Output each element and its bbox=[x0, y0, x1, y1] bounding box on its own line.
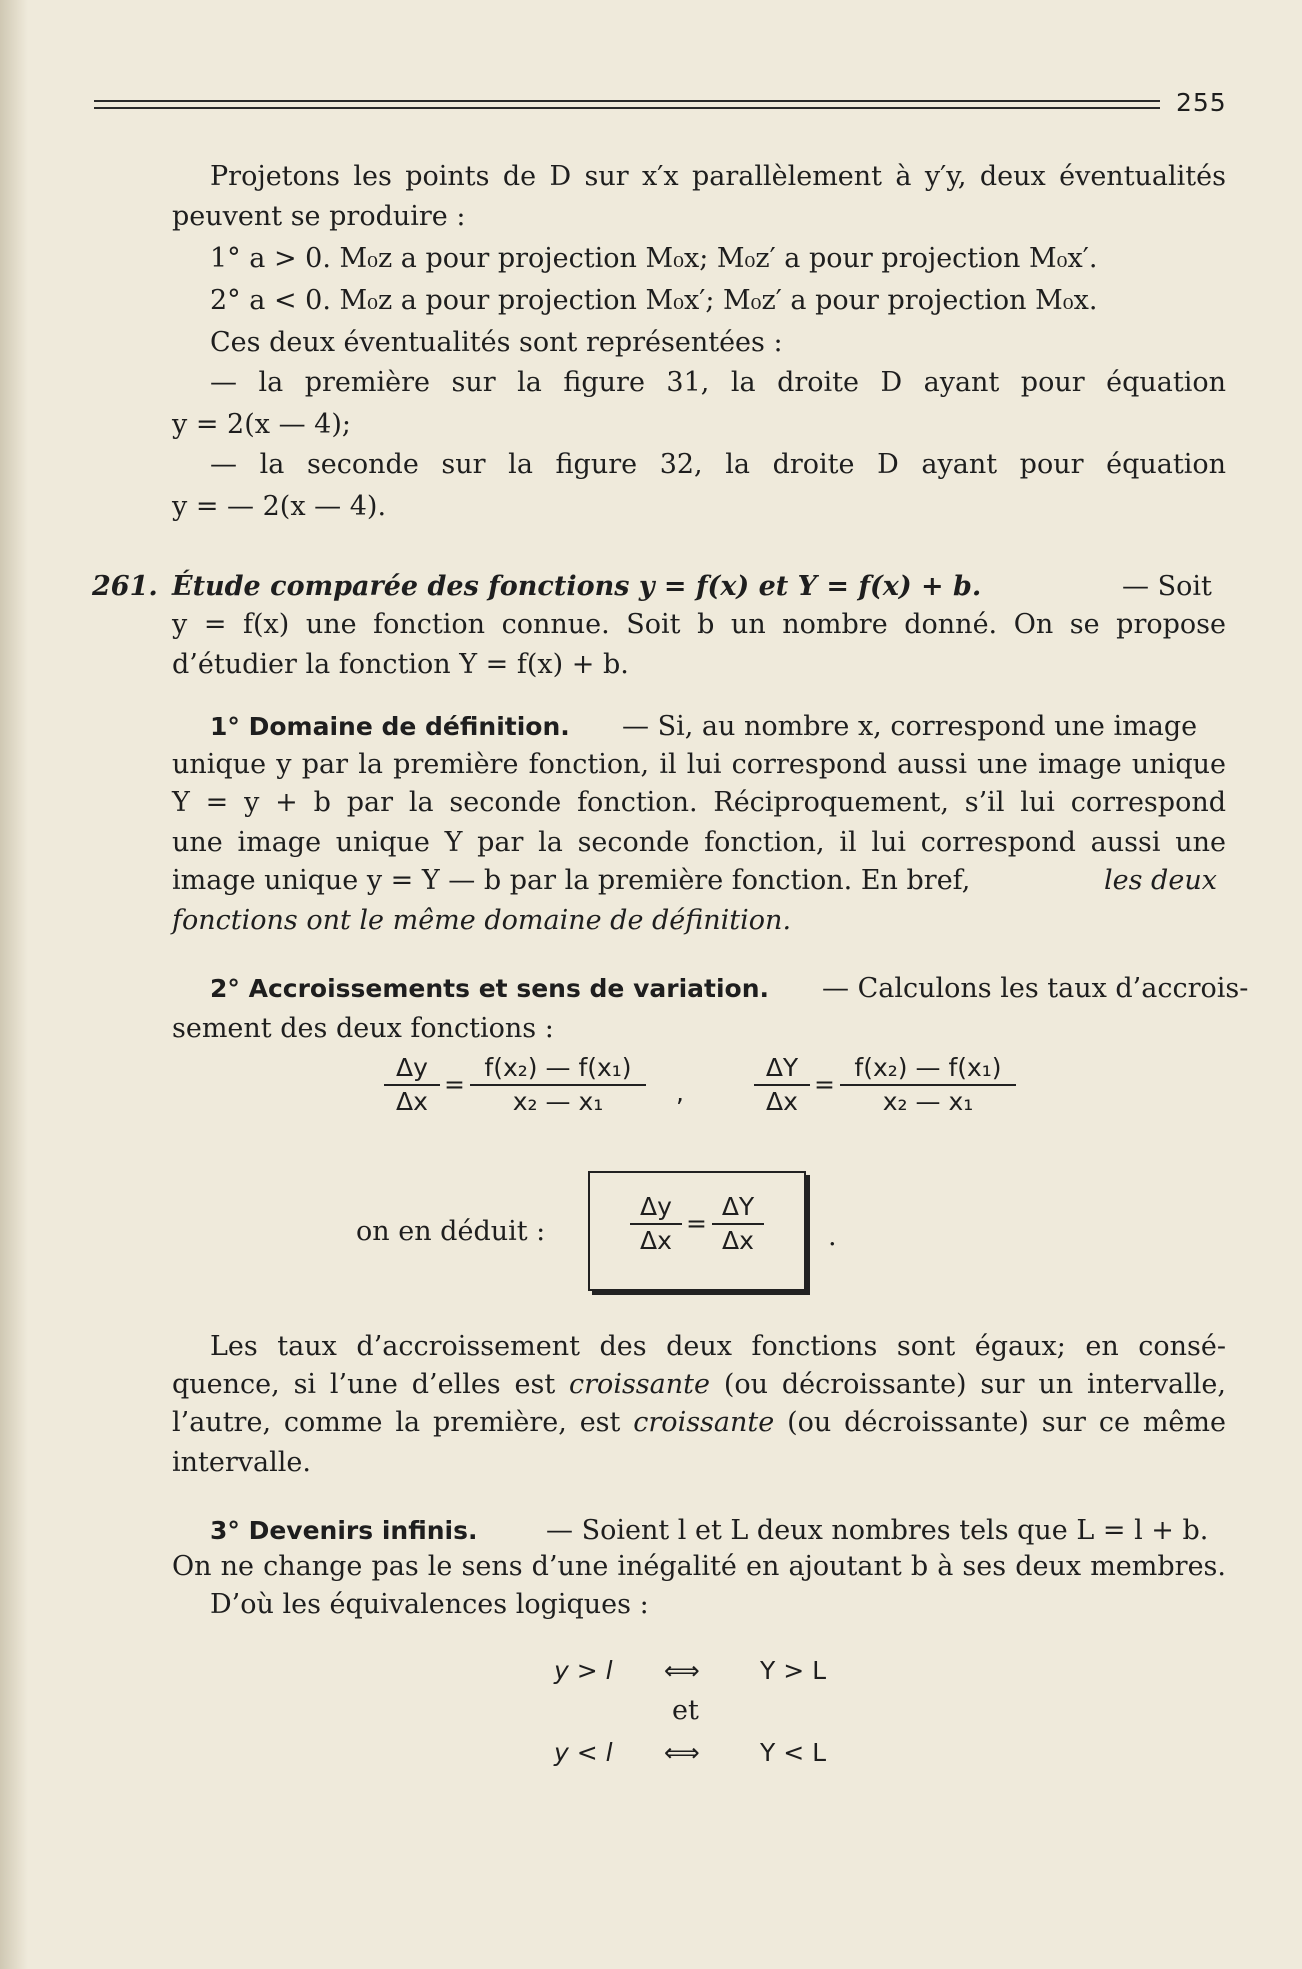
paragraph-line: — Calculons les taux d’accrois- bbox=[822, 973, 1249, 1004]
equivalence-left: y > l bbox=[554, 1656, 613, 1685]
paragraph-line: Y = y + b par la seconde fonction. Réciproquement, s’il lui correspond bbox=[172, 787, 1226, 818]
paragraph-line: y = f(x) une fonction connue. Soit b un nombre donné. On se propose bbox=[172, 609, 1226, 640]
fraction bbox=[384, 1052, 440, 1118]
conjunction-text: et bbox=[672, 1695, 699, 1726]
equals-sign: = bbox=[814, 1070, 835, 1099]
fraction bbox=[630, 1191, 682, 1257]
fraction-denominator: Δx bbox=[722, 1226, 754, 1255]
paragraph-line: — la seconde sur la figure 32, la droite D ayant pour équation bbox=[210, 449, 1226, 480]
equals-sign: = bbox=[444, 1070, 465, 1099]
equation-line: y = 2(x — 4); bbox=[172, 409, 351, 440]
equivalence-right: Y < L bbox=[760, 1738, 827, 1767]
paragraph-line: — Si, au nombre x, correspond une image bbox=[622, 711, 1198, 742]
paragraph-line: Projetons les points de D sur x′x parallèlement à y′y, deux éventualités bbox=[210, 161, 1226, 192]
text-run: (ou décroissante) sur ce même bbox=[787, 1407, 1226, 1438]
fraction bbox=[712, 1191, 764, 1257]
subsection-heading: 1° Domaine de définition. bbox=[210, 712, 570, 741]
paragraph-line: image unique y = Y — b par la première fonction. En bref, bbox=[172, 865, 971, 896]
paragraph-line: unique y par la première fonction, il lui correspond aussi une image unique bbox=[172, 749, 1226, 780]
paragraph-line: — Soit bbox=[1122, 571, 1212, 602]
paragraph-line bbox=[172, 1406, 1226, 1440]
equals-sign: = bbox=[686, 1209, 707, 1238]
emphasis-text: croissante bbox=[569, 1369, 710, 1400]
section-title: Étude comparée des fonctions y = f(x) et Y = f(x) + b. bbox=[172, 571, 982, 602]
paragraph-line: Les taux d’accroissement des deux fonctions sont égaux; en consé- bbox=[210, 1331, 1226, 1362]
period: . bbox=[828, 1221, 837, 1252]
fraction-denominator: Δx bbox=[396, 1087, 428, 1116]
emphasis-text: croissante bbox=[633, 1407, 775, 1438]
equation-line: y = — 2(x — 4). bbox=[172, 491, 387, 522]
result-box bbox=[588, 1171, 806, 1291]
equivalence-left: y < l bbox=[554, 1738, 613, 1767]
paragraph-line: une image unique Y par la seconde fonction, il lui correspond aussi une bbox=[172, 827, 1226, 858]
fraction-denominator: Δx bbox=[766, 1087, 798, 1116]
paragraph-line bbox=[172, 1368, 1226, 1402]
paragraph-line: d’étudier la fonction Y = f(x) + b. bbox=[172, 649, 629, 680]
equivalence-arrow: ⟺ bbox=[664, 1738, 700, 1767]
fraction-numerator: ΔY bbox=[712, 1191, 764, 1225]
fraction-numerator: Δy bbox=[384, 1052, 440, 1086]
fraction bbox=[754, 1052, 810, 1118]
fraction-denominator: x₂ — x₁ bbox=[882, 1087, 974, 1116]
paragraph-line: On ne change pas le sens d’une inégalité en ajoutant b à ses deux membres. bbox=[172, 1551, 1226, 1582]
subsection-heading: 2° Accroissements et sens de variation. bbox=[210, 974, 770, 1003]
fraction-numerator: Δy bbox=[630, 1191, 682, 1225]
text-run: quence, si l’une d’elles est bbox=[172, 1369, 556, 1400]
fraction-denominator: Δx bbox=[640, 1226, 672, 1255]
paragraph-line: intervalle. bbox=[172, 1447, 311, 1478]
paragraph-line: D’où les équivalences logiques : bbox=[210, 1589, 649, 1620]
paragraph-line: Ces deux éventualités sont représentées : bbox=[210, 327, 783, 358]
subsection-heading: 3° Devenirs infinis. bbox=[210, 1516, 478, 1545]
text-run: l’autre, comme la première, est bbox=[172, 1407, 621, 1438]
comma: , bbox=[676, 1078, 684, 1107]
case-line: 1° a > 0. M₀z a pour projection M₀x; M₀z′ a pour projection M₀x′. bbox=[210, 243, 1098, 274]
paragraph-line: — la première sur la figure 31, la droite D ayant pour équation bbox=[210, 367, 1226, 398]
emphasis-text: fonctions ont le même domaine de définition. bbox=[172, 905, 792, 936]
header-rule bbox=[94, 100, 1160, 109]
equivalence-arrow: ⟺ bbox=[664, 1656, 700, 1685]
fraction-numerator: f(x₂) — f(x₁) bbox=[840, 1052, 1016, 1086]
fraction bbox=[840, 1052, 1016, 1118]
text-run: (ou décroissante) sur un intervalle, bbox=[723, 1369, 1226, 1400]
section-number: 261. bbox=[92, 571, 158, 602]
fraction-denominator: x₂ — x₁ bbox=[512, 1087, 604, 1116]
paragraph-line: — Soient l et L deux nombres tels que L = l + b. bbox=[546, 1515, 1209, 1546]
paragraph-line: sement des deux fonctions : bbox=[172, 1013, 554, 1044]
case-line: 2° a < 0. M₀z a pour projection M₀x′; M₀z′ a pour projection M₀x. bbox=[210, 285, 1098, 316]
fraction-numerator: ΔY bbox=[754, 1052, 810, 1086]
page-number: 255 bbox=[1176, 88, 1227, 117]
fraction bbox=[470, 1052, 646, 1118]
fraction-numerator: f(x₂) — f(x₁) bbox=[470, 1052, 646, 1086]
deduit-label: on en déduit : bbox=[356, 1216, 546, 1247]
paragraph-line: peuvent se produire : bbox=[172, 201, 466, 232]
equivalence-right: Y > L bbox=[760, 1656, 827, 1685]
emphasis-text: les deux bbox=[1104, 865, 1217, 896]
